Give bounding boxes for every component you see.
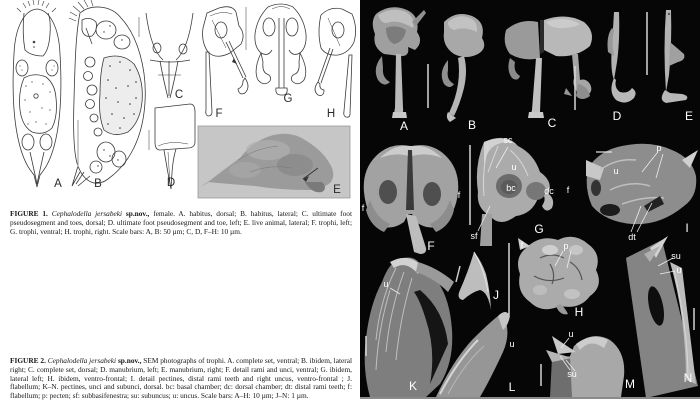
fig1-panel-label-g: G: [283, 93, 293, 105]
fig2-panel-label-f: F: [427, 239, 435, 253]
fig2-panel-label-c: C: [547, 116, 557, 130]
fig1-drawing-trophi-right: [315, 8, 356, 117]
fig2-panel-label-k: K: [408, 379, 418, 393]
annotation-sc: sc: [503, 135, 513, 145]
fig2-panel-label-m: M: [625, 377, 635, 391]
annotation-pecten-h: p: [563, 241, 569, 251]
fig2-panel-label-d: D: [612, 109, 622, 123]
fig2-panel-label-h: H: [574, 305, 584, 319]
figure2-caption: [10, 357, 352, 401]
figure2-sem-images: [360, 0, 700, 397]
figure2-caption-spnov: sp.nov.,: [117, 356, 142, 366]
fig2-panel-label-j: J: [493, 288, 499, 302]
fig1-panel-label-d: D: [166, 177, 176, 189]
figure1-caption-species: Cephalodella jersabeki: [51, 209, 123, 219]
annotation-basal-chamber: bc: [506, 183, 516, 193]
figure1-caption: [10, 210, 352, 236]
fig1-panel-label-b: B: [94, 178, 102, 190]
fig2-panel-label-a: A: [399, 119, 409, 133]
annotation-subuncus-n: su: [671, 251, 681, 261]
fig1-drawing-foot-dorsal: [146, 13, 193, 98]
figure1-caption-label: FIGURE 1.: [10, 209, 48, 219]
fig1-panel-label-e: E: [333, 184, 341, 196]
annotation-uncus-l: u: [509, 339, 515, 349]
fig2-panel-label-l: L: [508, 380, 516, 394]
figure2-caption-species: Cephalodella jersabeki: [47, 356, 117, 366]
annotation-uncus-g: u: [511, 162, 517, 172]
annotation-flabellum-f-g: f: [566, 185, 570, 195]
fig1-photo-live-animal: [198, 126, 350, 198]
figure2-caption-text: SEM photographs of trophi. A. complete set, ventral; B. ibidem, lateral right; C. complete set, dorsal; D. manubrium, left; E. manubrium, right; F. detail rami and unci, ventral; G. ibidem, lateral left; H. ibidem, ventro-frontal; I. detail pectines, distal rami teeth and right uncus, ventro-frontal ; J. flabellum; K–N. pectines, unci and subunci, dorsal. bc: basal chamber; dc: dorsal chamber; dt: distal rami teeth; f: flabellum; p: pecten; sf: subbasifenestra; su: subuncus; u: uncus. Scale bars: A–H: 10 µm; J–N: 1 µm.: [10, 356, 352, 401]
figure2-sem-plate: [360, 0, 700, 397]
figure1-caption-text: female. A. habitus, dorsal; B. habitus, lateral; C. ultimate foot pseudosegment and toes, dorsal; D. ultimate foot pseudosegment and toe, left; E. live animal, lateral; F. trophi, left; G. trophi, ventral; H. trophi, right. Scale bars: A, B: 50 µm; C, D, F–H: 10 µm.: [10, 209, 353, 236]
fig1-panel-label-a: A: [54, 178, 62, 190]
fig1-drawing-habitus-lateral: [69, 0, 145, 186]
fig1-drawing-habitus-dorsal: [13, 0, 61, 187]
fig1-panel-label-f: F: [215, 108, 223, 120]
fig2-panel-label-g: G: [534, 222, 544, 236]
annotation-subuncus-m: su: [567, 369, 577, 379]
fig1-panel-label-h: H: [326, 108, 336, 120]
annotation-uncus-k: u: [383, 279, 389, 289]
fig1-drawing-trophi-left: [203, 7, 248, 116]
annotation-uncus-m: u: [568, 329, 574, 339]
annotation-flabellum-f-left: f: [361, 203, 365, 213]
figure2-caption-label: FIGURE 2.: [10, 356, 46, 366]
fig2-panel-label-i: I: [685, 221, 689, 235]
annotation-distal-rami-teeth: dt: [628, 232, 636, 242]
annotation-uncus-n: u: [676, 265, 682, 275]
fig2-panel-label-b: B: [467, 118, 477, 132]
annotation-uncus-i: u: [613, 166, 619, 176]
fig2-panel-label-e: E: [684, 109, 694, 123]
annotation-flabellum-f-right: f: [457, 190, 461, 200]
fig2-panel-label-n: N: [683, 371, 693, 385]
annotation-dorsal-chamber: dc: [544, 186, 554, 196]
annotation-subbasifenestra: sf: [470, 231, 478, 241]
figure1-caption-spnov: sp.nov.,: [125, 209, 150, 219]
fig1-panel-label-c: C: [174, 89, 184, 101]
annotation-flabellum-f-h: f: [520, 240, 524, 250]
annotation-pecten-i: p: [656, 143, 662, 153]
plate-bottom-border: [360, 397, 700, 399]
fig1-drawing-trophi-ventral: [255, 4, 306, 95]
